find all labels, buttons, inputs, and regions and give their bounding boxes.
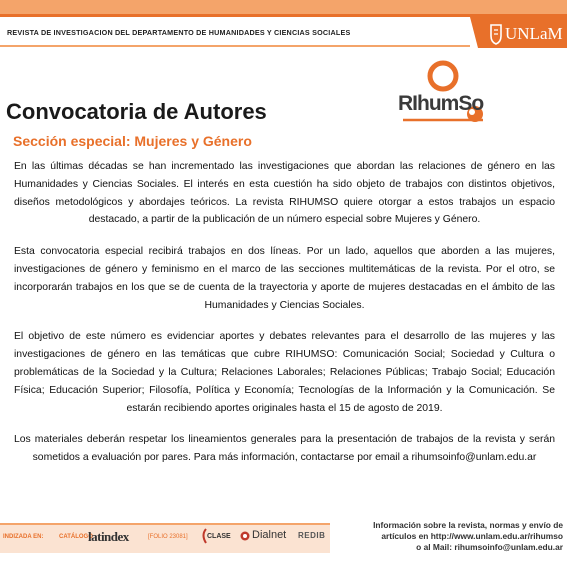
dialnet-logo: Dialnet	[252, 529, 287, 541]
paragraph-objective: El objetivo de este número es evidenciar aportes y debates relevantes para el desarrollo de las mujeres y las investigaciones de género en las temáticas que cubre RIHUMSO: Comunicación Social; Sociedad y Cultura o problemáticas de la Sociedad y la Cultura; Relaciones Laborales; Relaciones Públicas; Trabajo Social; Educación Física; Educación Superior; Filosofía, Política y Economía; Tecnologías de la Información y la Comunicación. Se estarán recibiendo aportes originales hasta el 15 de agosto de 2019.	[14, 331, 555, 414]
page-title: Convocatoria de Autores	[6, 99, 267, 124]
footer-info	[330, 520, 563, 553]
redib-logo: REDIB	[298, 531, 326, 540]
journal-logo: RIhumSo	[398, 92, 484, 115]
paragraph-lines: Esta convocatoria especial recibirá trabajos en dos líneas. Por un lado, aquellos que aborden a las mujeres, investigaciones de género y feminismo en el marco de las secciones multitemáticas de la revista. Por el otro, se incorporarán trabajos en los que se de cuenta de la trayectoria y aporte de mujeres destacadas en el ámbito de las Humanidades y Ciencias Sociales.	[14, 246, 555, 311]
journal-name: REVISTA DE INVESTIGACION DEL DEPARTAMENTO DE HUMANIDADES Y CIENCIAS SOCIALES	[7, 28, 351, 37]
footer-info-line: artículos en http://www.unlam.edu.ar/rihumso	[381, 531, 563, 541]
section-subtitle: Sección especial: Mujeres y Género	[13, 133, 252, 149]
paragraph-intro: En las últimas décadas se han incrementado las investigaciones que abordan las relaciones de género en las Humanidades y Ciencias Sociales. El interés en esta cuestión ha sido objeto de trabajos con distintos objetivos, diseños metodológicos y abordajes teóricos. La revista RIHUMSO quiere otorgar a estos trabajos un espacio destacado, a partir de la publicación de un número especial sobre Mujeres y Género.	[14, 161, 555, 226]
latindex-logo: latindex	[88, 529, 129, 544]
university-logo: UNLaM	[505, 24, 563, 43]
footer-info-line: o al Mail: rihumsoinfo@unlam.edu.ar	[416, 542, 563, 552]
clase-logo: CLASE	[207, 533, 231, 540]
announcement-body	[14, 158, 555, 481]
catalog-label: CATÁLOGO	[59, 534, 93, 540]
folio-number: [FOLIO 23081]	[148, 534, 188, 540]
paragraph-guidelines: Los materiales deberán respetar los lineamientos generales para la presentación de trabajos de la revista y serán sometidos a evaluación por pares. Para más información, contactarse por email a rihumsoinfo@unlam.edu.ar	[14, 434, 555, 464]
dialnet-icon	[240, 531, 250, 541]
indexed-label: INDIZADA EN:	[3, 534, 44, 540]
footer-info-line: Información sobre la revista, normas y envío de	[373, 520, 563, 530]
